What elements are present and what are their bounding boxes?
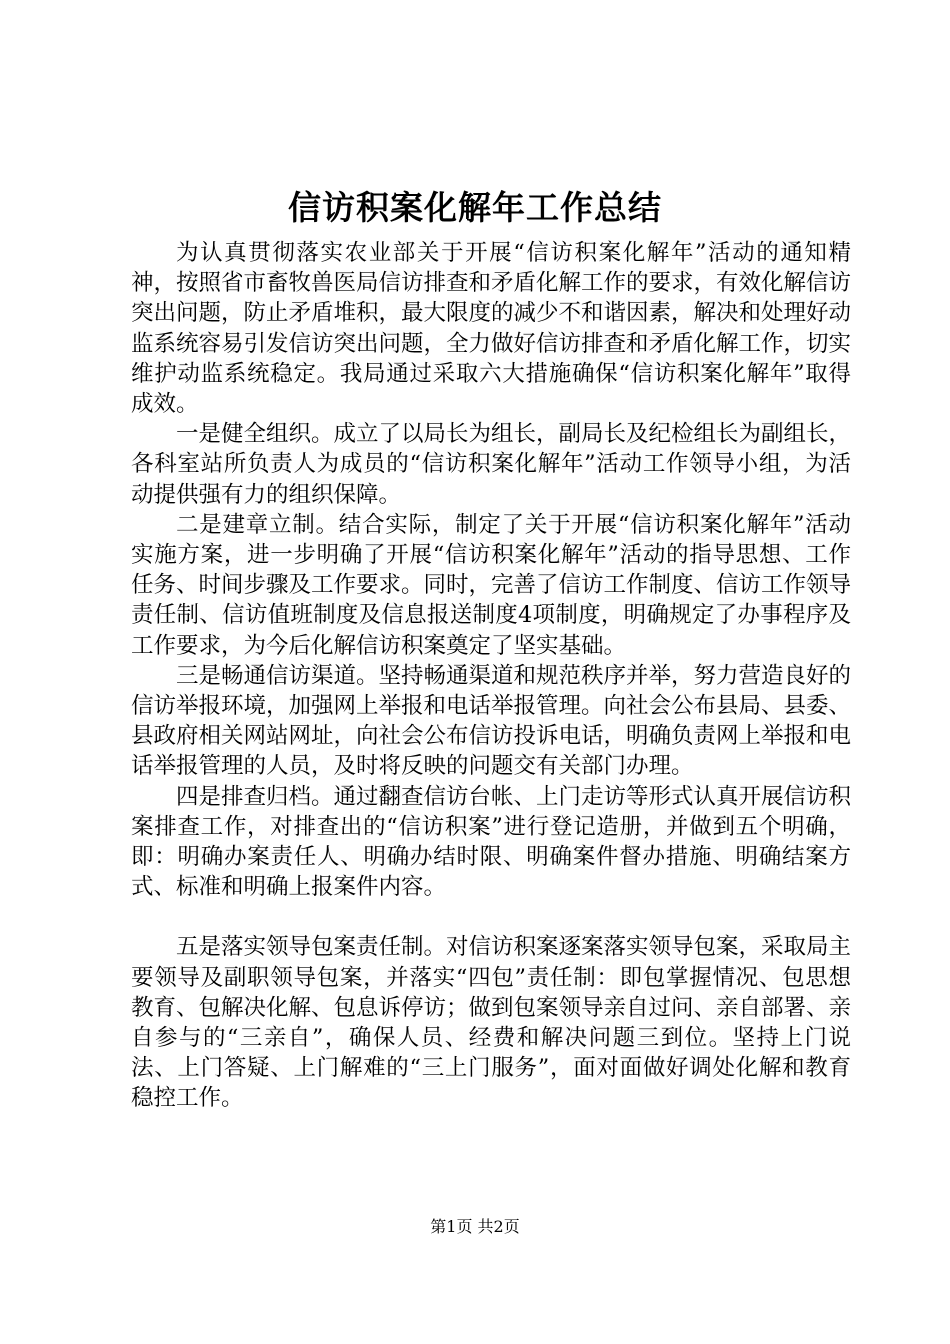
paragraph-measure-5: 五是落实领导包案责任制。对信访积案逐案落实领导包案，采取局主要领导及副职领导包案，并落实“四包”责任制：即包掌握情况、包思想教育、包解决化解、包息诉停访；做到包案领导亲自过问、亲自部署、亲自参与的“三亲自”，确保人员、经费和解决问题三到位。坚持上门说法、上门答疑、上门解难的“三上门服务”，面对面做好调处化解和教育稳控工作。: [131, 934, 852, 1112]
paragraph-measure-3: 三是畅通信访渠道。坚持畅通渠道和规范秩序并举，努力营造良好的信访举报环境，加强网上举报和电话举报管理。向社会公布县局、县委、县政府相关网站网址，向社会公布信访投诉电话，明确负责网上举报和电话举报管理的人员，及时将反映的问题交有关部门办理。: [131, 662, 852, 780]
paragraph-measure-4: 四是排查归档。通过翻查信访台帐、上门走访等形式认真开展信访积案排查工作，对排查出的“信访积案”进行登记造册，并做到五个明确，即：明确办案责任人、明确办结时限、明确案件督办措施、明确结案方式、标准和明确上报案件内容。: [131, 783, 852, 901]
page-indicator: 第1页 共2页: [430, 1217, 520, 1236]
paragraph-measure-1: 一是健全组织。成立了以局长为组长，副局长及纪检组长为副组长，各科室站所负责人为成员的“信访积案化解年”活动工作领导小组，为活动提供强有力的组织保障。: [131, 421, 852, 508]
paragraph-measure-2: 二是建章立制。结合实际，制定了关于开展“信访积案化解年”活动实施方案，进一步明确了开展“信访积案化解年”活动的指导思想、工作任务、时间步骤及工作要求。同时，完善了信访工作制度、信访工作领导责任制、信访值班制度及信息报送制度4项制度，明确规定了办事程序及工作要求，为今后化解信访积案奠定了坚实基础。: [131, 511, 852, 659]
document-body: [131, 238, 851, 1114]
document-title: 信访积案化解年工作总结: [288, 188, 662, 227]
paragraph-intro: 为认真贯彻落实农业部关于开展“信访积案化解年”活动的通知精神，按照省市畜牧兽医局信访排查和矛盾化解工作的要求，有效化解信访突出问题，防止矛盾堆积，最大限度的减少不和谐因素，解决和处理好动监系统容易引发信访突出问题，全力做好信访排查和矛盾化解工作，切实维护动监系统稳定。我局通过采取六大措施确保“信访积案化解年”取得成效。: [131, 240, 852, 418]
